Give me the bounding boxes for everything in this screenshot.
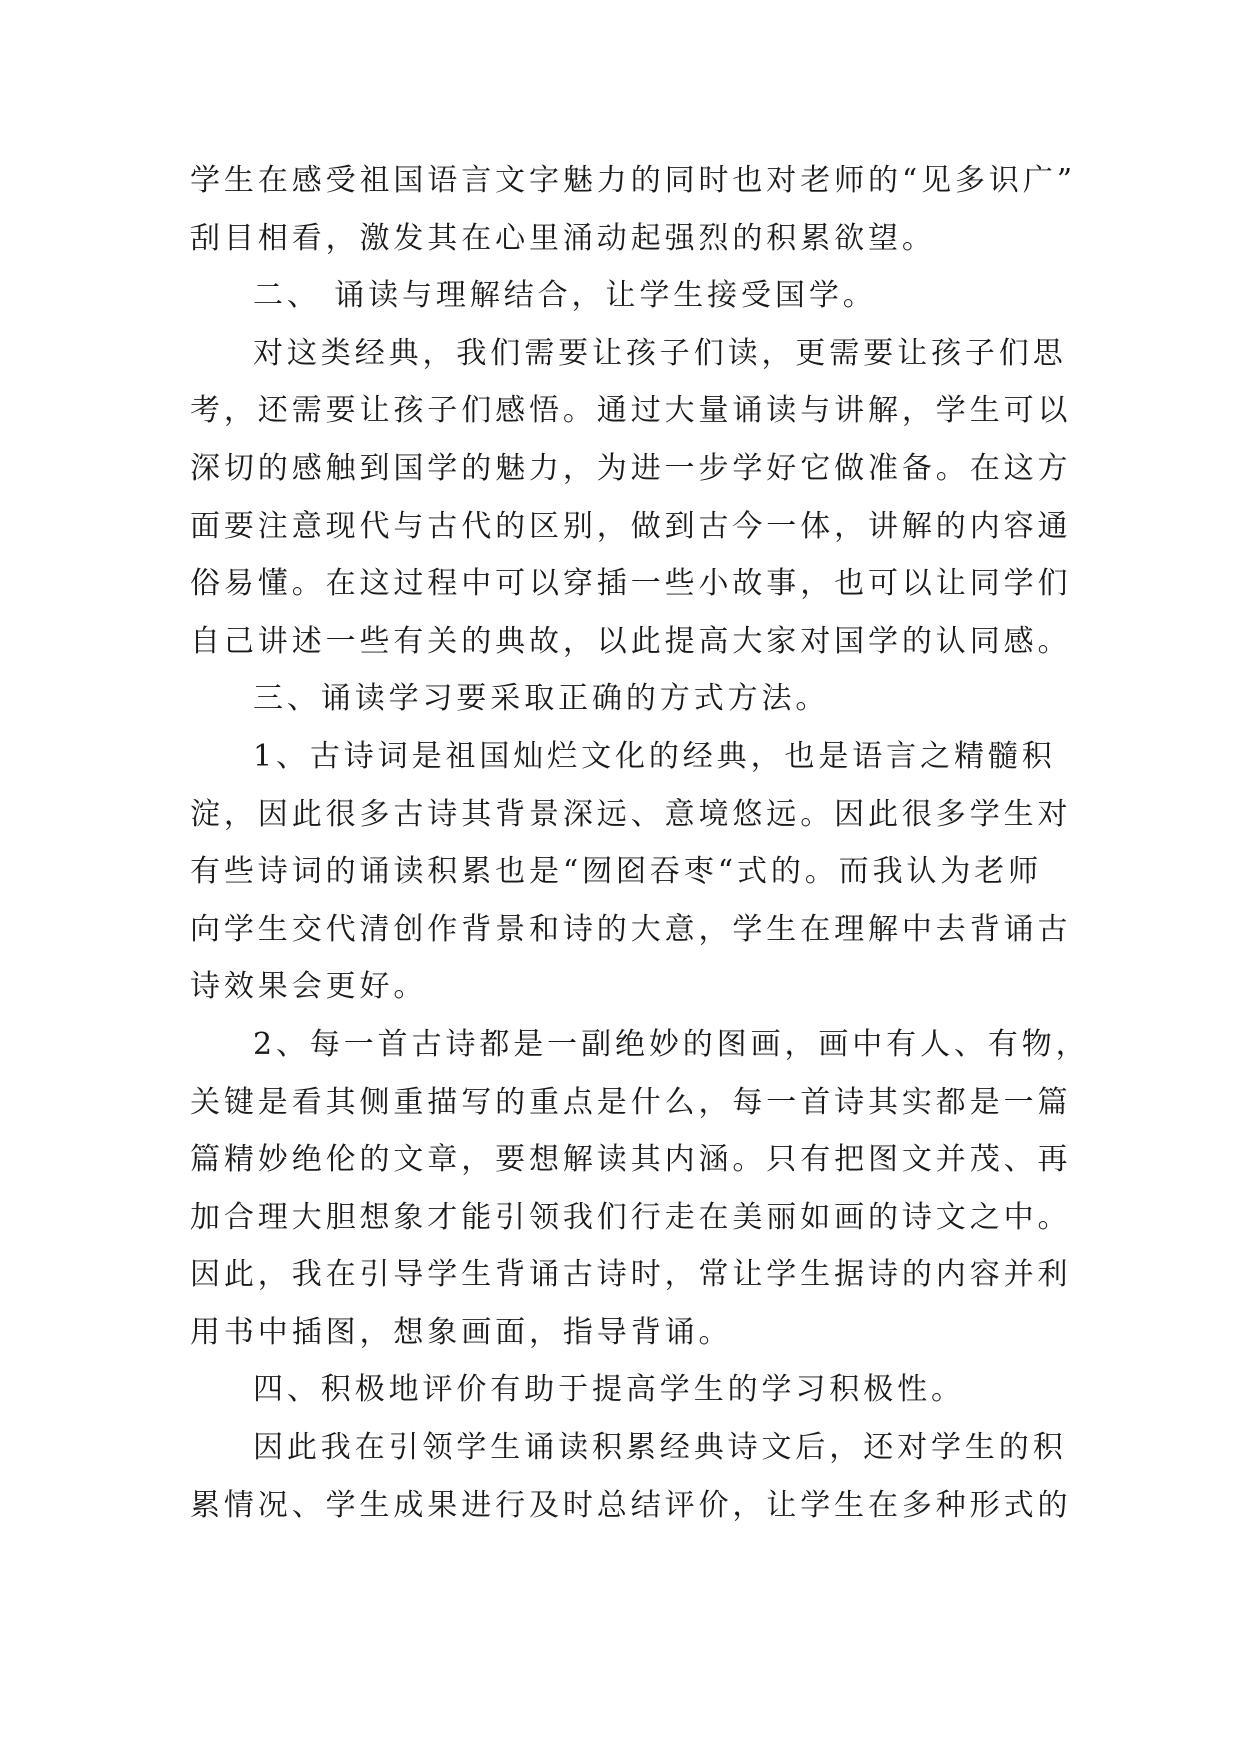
text-line: 加合理大胆想象才能引领我们行走在美丽如画的诗文之中。 bbox=[190, 1199, 1072, 1235]
text-line: 刮目相看，激发其在心里涌动起强烈的积累欲望。 bbox=[190, 220, 936, 256]
text-line: 向学生交代清创作背景和诗的大意，学生在理解中去背诵古 bbox=[190, 911, 1072, 947]
text-line: 2、每一首古诗都是一副绝妙的图画，画中有人、有物， bbox=[253, 1026, 1090, 1062]
text-line: 俗易懂。在这过程中可以穿插一些小故事，也可以让同学们 bbox=[190, 566, 1072, 602]
text-line: 考，还需要让孩子们感悟。通过大量诵读与讲解，学生可以 bbox=[190, 393, 1072, 429]
text-line: 篇精妙绝伦的文章，要想解读其内涵。只有把图文并茂、再 bbox=[190, 1142, 1072, 1178]
text-line: 深切的感触到国学的魅力，为进一步学好它做准备。在这方 bbox=[190, 450, 1072, 486]
text-line: 二、 诵读与理解结合，让学生接受国学。 bbox=[253, 278, 877, 314]
text-line: 用书中插图，想象画面，指导背诵。 bbox=[190, 1314, 733, 1350]
text-line: 1、古诗词是祖国灿烂文化的经典，也是语言之精髓积 bbox=[253, 738, 1056, 774]
text-line: 有些诗词的诵读积累也是“囫囵吞枣“式的。而我认为老师 bbox=[190, 854, 1043, 890]
text-line: 面要注意现代与古代的区别，做到古今一体，讲解的内容通 bbox=[190, 508, 1072, 544]
text-line: 累情况、学生成果进行及时总结评价，让学生在多种形式的 bbox=[190, 1487, 1072, 1523]
text-line: 三、诵读学习要采取正确的方式方法。 bbox=[253, 681, 830, 717]
text-line: 四、积极地评价有助于提高学生的学习积极性。 bbox=[253, 1372, 965, 1408]
text-line: 淀，因此很多古诗其背景深远、意境悠远。因此很多学生对 bbox=[190, 796, 1072, 832]
text-line: 自己讲述一些有关的典故，以此提高大家对国学的认同感。 bbox=[190, 623, 1072, 659]
text-line: 因此，我在引导学生背诵古诗时，常让学生据诗的内容并利 bbox=[190, 1257, 1072, 1293]
document-body bbox=[190, 152, 1090, 1534]
text-line: 学生在感受祖国语言文字魅力的同时也对老师的“见多识广” bbox=[190, 163, 1076, 198]
text-line: 对这类经典，我们需要让孩子们读，更需要让孩子们思 bbox=[253, 335, 1067, 371]
text-line: 关键是看其侧重描写的重点是什么，每一首诗其实都是一篇 bbox=[190, 1084, 1072, 1120]
text-line: 因此我在引领学生诵读积累经典诗文后，还对学生的积 bbox=[253, 1430, 1067, 1466]
text-line: 诗效果会更好。 bbox=[190, 969, 428, 1005]
